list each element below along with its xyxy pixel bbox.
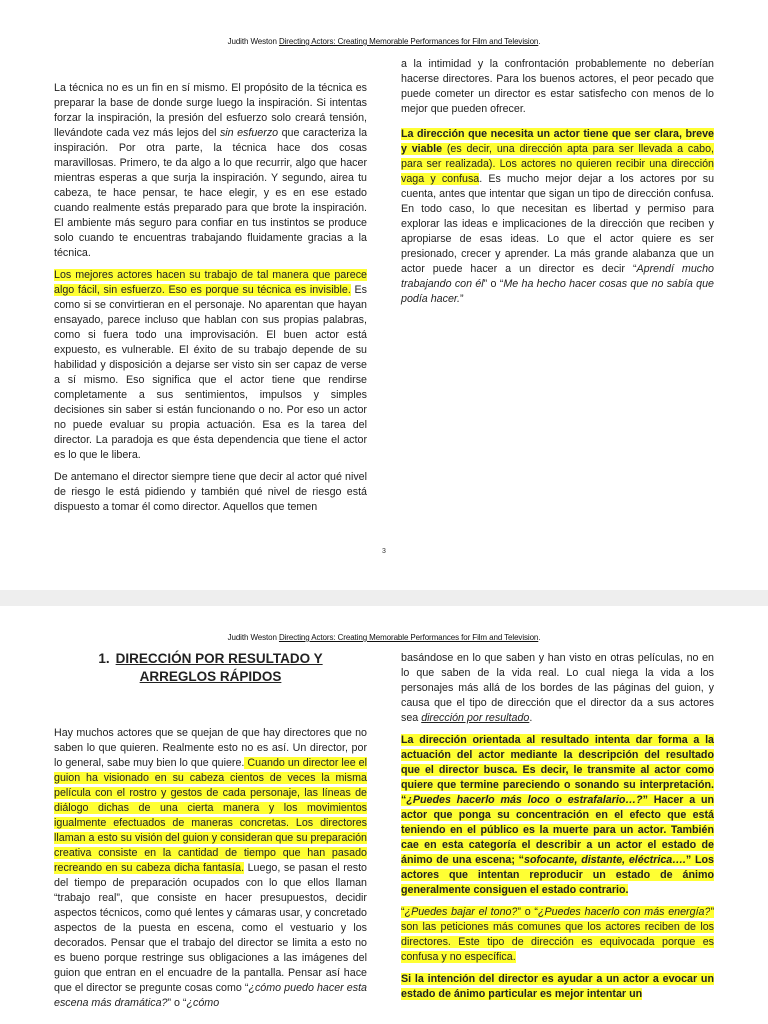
header-author: Judith Weston [227, 37, 277, 46]
highlighted-text: Si la intención del director es ayudar a un actor a evocar un estado de ánimo particular es mejor intentar un [401, 973, 714, 1000]
highlighted-text: Los mejores actores hacen su trabajo de tal manera que parece algo fácil, sin esfuerzo. Eso es porque su técnica es invisible. [54, 269, 367, 296]
chapter-number: 1. [98, 651, 110, 666]
paragraph: La técnica no es un fin en sí mismo. El propósito de la técnica es preparar la base de donde surge luego la inspiración. Si intentas forzar la inspiración, la presión del esfuerzo solo creará tensión, llevándote cada vez más lejos del sin esfuerzo que caracteriza la inspiración. Por otra parte, la técnica hace dos cosas maravillosas. Primero, te da algo a lo que recurrir, algo que hacer mientras esperas a que surja la inspiración. Y segundo, airea tu cabeza, te hace pensar, te hace elegir, y es en ese estado cuando realmente estás preparado para que brote la inspiración. El ambiente más seguro para confiar en tus instintos se produce solo cuando te encuentras trabajando fluidamente gracias a la técnica. [54, 82, 368, 259]
paragraph: a la intimidad y la confrontación probablemente no deberían hacerse directores. Para los buenos actores, el peor pecado que puede cometer un director es estar satisfecho con menos de lo mejor que pueden ofrecer. [401, 58, 714, 115]
paragraph: Hay muchos actores que se quejan de que hay directores que no saben lo que quieren. Realmente esto no es así. Un director, por lo general, sabe muy bien lo que quiere. Cuando un director lee el guion ha visionado en su cabeza cientos de veces la misma película con el rostro y gestos de cada personaje, las líneas de diálogo dichas de una cierta manera y los movimientos igualmente efectuados de maneras concretas. Los directores llaman a esto su visión del guion y consideran que su preparación creativa consiste en la cantidad de tiempo que han pasado recreando en su cabeza dicha fantasía. Luego, se pasan el resto del tiempo de preparación ocupados con lo que ellos llaman “trabajo real”, que consiste en hacer presupuestos, decidir aspectos técnicos, como qué lentes y cámaras usar, y concretado aspectos de la puesta en escena, como el vestuario y los decorados. Pensar que el trabajo del director se limita a esto no es bueno porque restringe sus obligaciones a las imágenes del guion que entran en el encuadre de la pantalla. Pensar así hace que el director se pregunte cosas como “¿cómo puedo hacer esta escena más dramática?” o “¿cómo [54, 727, 367, 1009]
header-author: Judith Weston [227, 633, 277, 642]
chapter-title-line-2: ARREGLOS RÁPIDOS [139, 669, 282, 684]
paragraph: La dirección orientada al resultado intenta dar forma a la actuación del actor mediante la descripción del resultado que el director busca. Es decir, le transmite al actor como quiere que termine pareciendo o sonando su interpretación. “¿Puedes hacerlo más loco o estrafalario…?” Hacer a un actor que ponga su concentración en el efecto que está teniendo en el público es la muerte para un actor. También cae en esta categoría el describir a un actor el estado de ánimo de una escena; “sofocante, distante, eléctrica….” Los actores que intentan reproducir un estado de ánimo generalmente consiguen el estado contrario. [401, 734, 714, 896]
highlighted-text: (es decir, una dirección apta para ser llevada a cabo, para ser realizada). Los actores no quieren recibir una dirección vaga y confusa [401, 143, 714, 185]
paragraph: basándose en lo que saben y han visto en otras películas, no en lo que saben de la vida real. Lo cual niega la vida a los personajes más allá de los bordes de las páginas del guion, y causa que el tipo de dirección que el director da a sus actores sea dirección por resultado. [401, 652, 714, 724]
header-book-title: Directing Actors: Creating Memorable Performances for Film and Television [278, 37, 539, 46]
header-book-title: Directing Actors: Creating Memorable Performances for Film and Television [278, 633, 539, 642]
chapter-title-line-1: DIRECCIÓN POR RESULTADO Y [115, 651, 323, 666]
paragraph [401, 972, 714, 1002]
running-header: Judith Weston Directing Actors: Creating Memorable Performances for Film and Television. [227, 37, 541, 46]
running-header: Judith Weston Directing Actors: Creating Memorable Performances for Film and Television. [227, 633, 541, 642]
page2-right-column [401, 651, 714, 1009]
paragraph: La dirección que necesita un actor tiene que ser clara, breve y viable (es decir, una dirección apta para ser llevada a cabo, para ser realizada). Los actores no quieren recibir una dirección vaga y confusa. Es mucho mejor dejar a los actores por su cuenta, antes que intentar que sigan un tipo de dirección confusa. En todo caso, lo que necesitan es libertad y permiso para explorar las ideas e implicaciones de la dirección que reciben y apropiarse de esas ideas. Lo que el actor quiere es ser presionado, crecer y aprender. La más grande alabanza que un actor puede hacer a un director es decir “Aprendí mucho trabajando con él” o “Me ha hecho hacer cosas que no sabía que podía hacer.” [401, 128, 715, 305]
paragraph: “¿Puedes bajar el tono?” o “¿Puedes hacerlo con más energía?” son las peticiones más comunes que los actores reciben de los directores. Este tipo de dirección es equivocada porque es confusa y no específica. [401, 906, 714, 963]
paragraph: Los mejores actores hacen su trabajo de tal manera que parece algo fácil, sin esfuerzo. Eso es porque su técnica es invisible. Es como si se convirtieran en el personaje. No aparentan que hayan ensayado, parece incluso que hablan con sus propias palabras, como si fuera todo una improvisación. El buen actor está expuesto, es vulnerable. El éxito de su trabajo depende de su habilidad y disposición a dejarse ser visto sin ser capaz de verse a sí mismo. Eso significa que el actor tiene que rendirse completamente a sus sentimientos, impulsos y simples decisiones sin saber si están funcionando o no. Por eso un actor no puede evaluar su propia actuación. Esa es la tarea del director. La paradoja es que ésta dependencia que tiene el actor es lo que le libera. [54, 269, 367, 461]
chapter-title [54, 650, 367, 686]
highlighted-text: La dirección que necesita un actor tiene que ser clara, breve y viable [401, 128, 714, 155]
document-page-2 [0, 606, 768, 1024]
paragraph: De antemano el director siempre tiene que decir al actor qué nivel de riesgo le está pidiendo y también qué nivel de riesgo está dispuesto a tomar él como director. Aquellos que temen [54, 471, 367, 513]
highlighted-text: Cuando un director lee el guion ha visionado en su cabeza cientos de veces la misma película con el rostro y gestos de cada personaje, las líneas de diálogo dichas de una cierta manera y los movimientos igualmente efectuados de maneras concretas. Los directores llaman a esto su visión del guion y consideran que su preparación creativa consiste en la cantidad de tiempo que han pasado recreando en su cabeza dicha fantasía. [54, 757, 367, 874]
highlighted-text: La dirección orientada al resultado intenta dar forma a la actuación del actor mediante la descripción del resultado que el director busca. Es decir, le transmite al actor como quiere que termine pareciendo o sonando su interpretación. “ [401, 734, 714, 806]
page1-right-column [401, 57, 714, 314]
page2-left-column [54, 650, 367, 1018]
page-number: 3 [382, 548, 386, 555]
page1-left-column [54, 81, 367, 522]
